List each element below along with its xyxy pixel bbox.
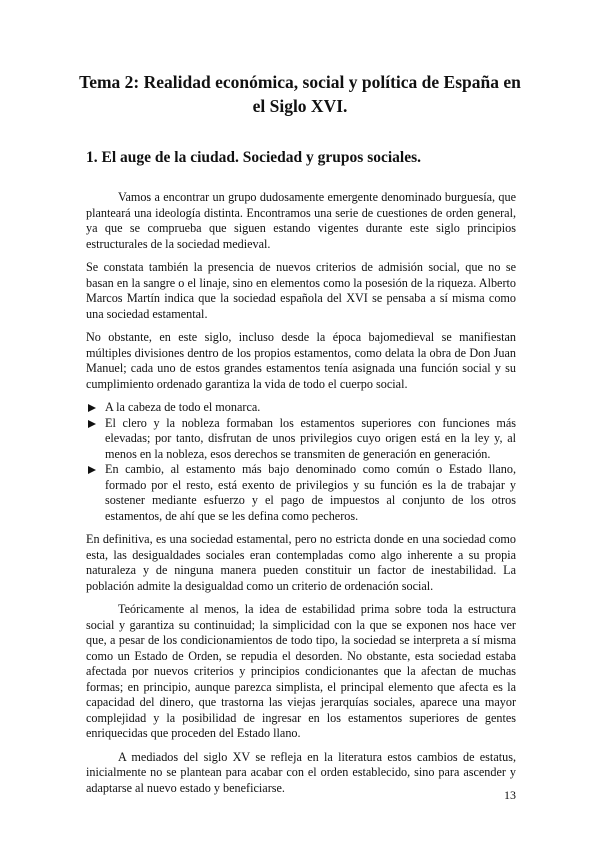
section-heading: 1. El auge de la ciudad. Sociedad y grupos sociales. (86, 149, 422, 166)
arrow-bullet-icon (88, 466, 96, 474)
page-number: 13 (504, 788, 516, 802)
page-title: Tema 2: Realidad económica, social y política de España en el Siglo XVI. (79, 72, 521, 116)
list-item-text: El clero y la nobleza formaban los estamentos superiores con funciones más elevadas; por tanto, disfrutan de unos privilegios cuyo origen está en la ley y, al menos en la nobleza, esos derechos se transmiten de generación en generación. (105, 415, 516, 461)
paragraph: Teóricamente al menos, la idea de estabilidad prima sobre toda la estructura social y garantiza su continuidad; la simplicidad con la que se exponen nos hace ver que, a pesar de los condicionamientos de todo tipo, la sociedad se interpreta a sí misma como un Estado de Orden, se repudia el desorden. No obstante, esta sociedad estaba afectada por nuevos criterios y principios condicionantes que la afectan de muchas formas; en principio, aunque parezca simplista, el principal elemento que afecta es la capacidad del dinero, que trastorna las viejas jerarquías sociales, aparece una mayor complejidad y la posibilidad de ingresar en los estamentos superiores de gentes enriquecidas que proceden del Estado llano. (86, 602, 516, 740)
arrow-bullet-icon (88, 404, 96, 412)
list-item-text: A la cabeza de todo el monarca. (105, 400, 261, 414)
paragraph: No obstante, en este siglo, incluso desde la época bajomedieval se manifiestan múltiples divisiones dentro de los propios estamentos, como delata la obra de Don Juan Manuel; cada uno de estos grandes estamentos tenía asignada una función social y su cumplimiento ordenado garantiza la vida de todo el cuerpo social. (86, 330, 516, 391)
bullet-list (86, 400, 516, 524)
list-item-text: En cambio, al estamento más bajo denominado como común o Estado llano, formado por el resto, está exento de privilegios y su función es la de trabajar y sostener mediante esfuerzo y el pago de impuestos al conjunto de los otros estamentos, de ahí que se les defina como pecheros. (105, 462, 516, 523)
list-item (86, 462, 516, 524)
document-body (86, 190, 516, 804)
paragraph: Se constata también la presencia de nuevos criterios de admisión social, que no se basan en la sangre o el linaje, sino en elementos como la posesión de la riqueza. Alberto Marcos Martín indica que la sociedad española del XVI se pensaba a sí misma como una sociedad estamental. (86, 260, 516, 321)
list-item (86, 400, 516, 416)
paragraph: Vamos a encontrar un grupo dudosamente emergente denominado burguesía, que planteará una ideología distinta. Encontramos una serie de cuestiones de orden general, ya que se comprueba que siguen estando vigentes durante este siglo principios estructurales de la sociedad medieval. (86, 190, 516, 251)
paragraph: A mediados del siglo XV se refleja en la literatura estos cambios de estatus, inicialmente no se plantean para acabar con el orden establecido, sino para ascender y adaptarse al nuevo estado y beneficiarse. (86, 749, 516, 795)
paragraph: En definitiva, es una sociedad estamental, pero no estricta donde en una sociedad como esta, las desigualdades sociales eran contempladas como algo inherente a su propia naturaleza y de ninguna manera pueden constituir un factor de inestabilidad. La población admite la desigualdad como un criterio de ordenación social. (86, 532, 516, 593)
list-item (86, 416, 516, 463)
arrow-bullet-icon (88, 420, 96, 428)
